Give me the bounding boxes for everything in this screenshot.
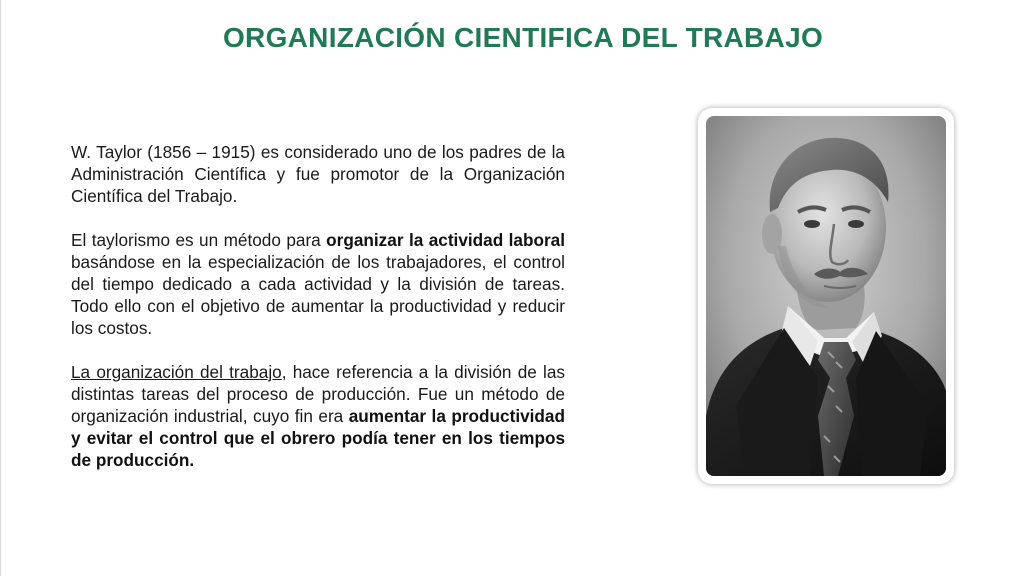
- paragraph-organizacion-underlined: La organización del trabajo: [71, 362, 282, 382]
- body-text: [71, 141, 565, 471]
- paragraph-taylor: [71, 141, 565, 207]
- paragraph-organizacion-bold: aumentar la productividad y evitar el control que el obrero podía tener en los tiempos de producción.: [71, 406, 565, 470]
- slide-title: ORGANIZACIÓN CIENTIFICA DEL TRABAJO: [222, 22, 824, 53]
- paragraph-organizacion: [71, 361, 565, 471]
- paragraph-taylorismo-part1: El taylorismo es un método para: [71, 230, 327, 250]
- paragraph-taylor-text: W. Taylor (1856 – 1915) es considerado uno de los padres de la Administración Científica y fue promotor de la Organización Científica del Trabajo.: [71, 142, 565, 206]
- paragraph-organizacion-part1: , hace referencia a la división de las distintas tareas del proceso de producción. Fue un método de organización industrial, cuyo fin era: [71, 362, 565, 426]
- portrait-frame: [698, 108, 954, 484]
- paragraph-taylorismo-part2: basándose en la especialización de los trabajadores, el control del tiempo dedicado a cada actividad y la división de tareas. Todo ello con el objetivo de aumentar la productividad y reducir los costos.: [71, 252, 565, 338]
- paragraph-taylorismo: [71, 229, 565, 339]
- paragraph-taylorismo-bold: organizar la actividad laboral: [326, 230, 565, 250]
- portrait-photo: [706, 116, 946, 476]
